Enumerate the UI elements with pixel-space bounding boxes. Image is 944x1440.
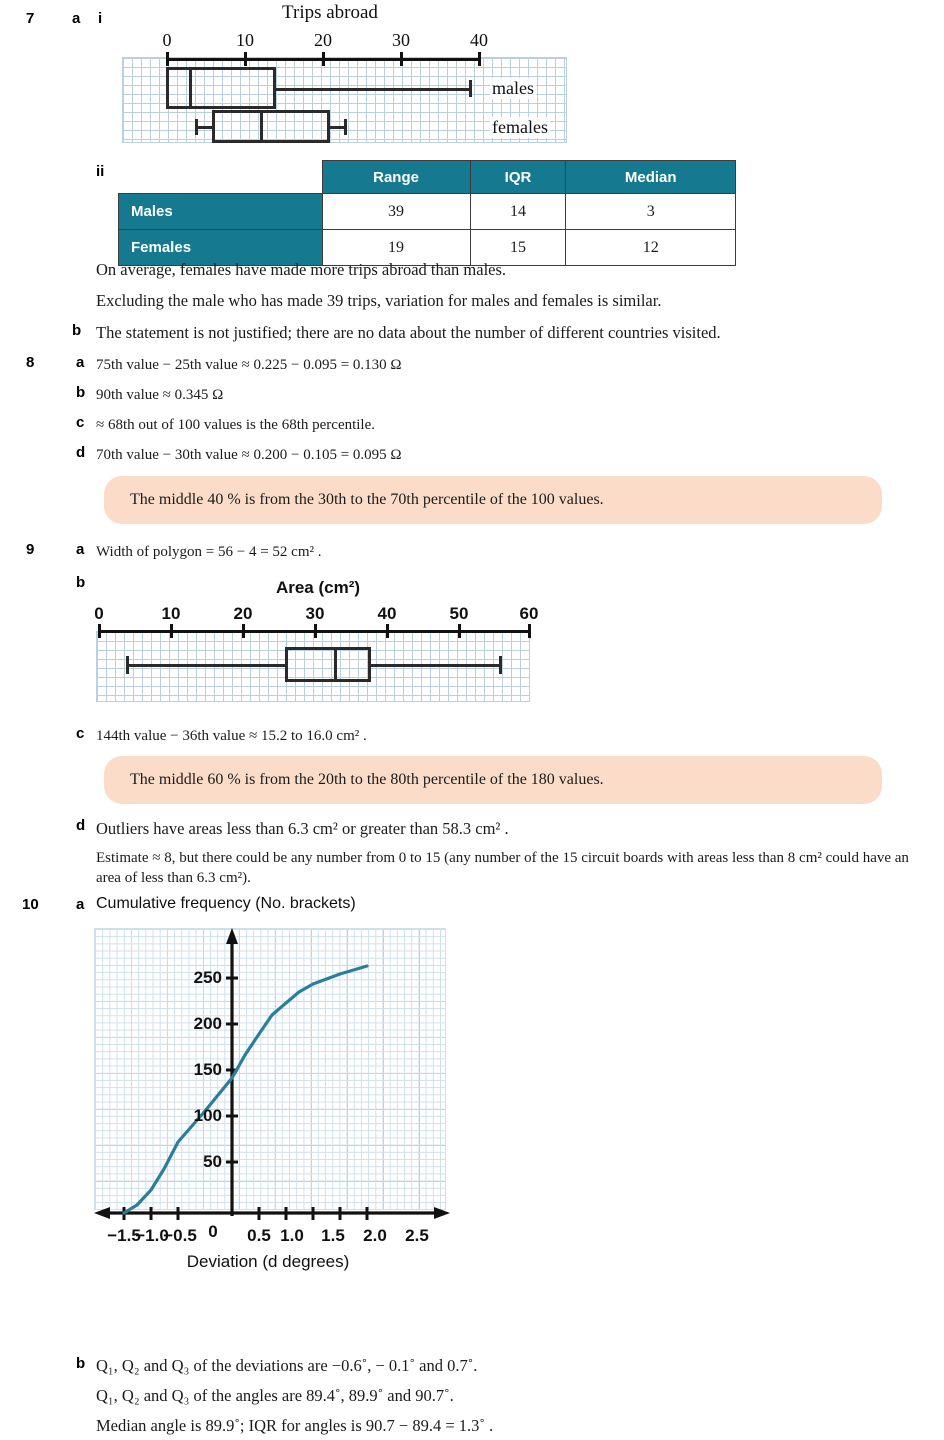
q8-part-d-text: 70th value − 30th value ≈ 0.200 − 0.105 = 0.095 Ω — [96, 447, 402, 463]
boxplot2-ticklabel-10: 10 — [161, 604, 181, 623]
q9-callout-box — [104, 756, 882, 804]
q8-part-d-label-wrap — [76, 444, 85, 461]
boxplot1-ticklabel-30: 30 — [392, 30, 410, 50]
q9-part-c-text: 144th value − 36th value ≈ 15.2 to 16.0 cm² . — [96, 728, 367, 744]
q8-part-d-answer — [96, 445, 402, 465]
table-header-row — [119, 161, 736, 194]
q7-part-a-label: a — [72, 10, 81, 27]
cf-curve — [124, 966, 367, 1213]
question-number-8 — [26, 354, 34, 371]
boxplot2-ticklabel-30: 30 — [305, 604, 325, 623]
boxplot2-tick-10 — [170, 624, 173, 638]
table-cell-females-range: 19 — [322, 230, 470, 266]
cf-xlabel-neg0-5: −0.5 — [163, 1226, 197, 1245]
q8-part-c-label: c — [76, 414, 85, 431]
boxplot2-tick-60 — [528, 624, 531, 638]
q10-part-b-line-3 — [96, 1415, 916, 1437]
table-col-median: Median — [566, 161, 736, 194]
boxplot1-ticklabel-40: 40 — [470, 30, 488, 50]
boxplot1-males-median — [189, 67, 192, 109]
q7-part-b-label-wrap — [72, 322, 81, 339]
q10-part-b-text-2: Q₁, Q₂ and Q₃ of the angles are 89.4˚, 89.9˚ and 90.7˚. — [96, 1386, 454, 1405]
boxplot2-ticklabel-20: 20 — [233, 604, 253, 623]
q7-part-ii — [96, 163, 104, 180]
boxplot2-ticklabel-0: 0 — [94, 604, 104, 623]
q8-part-a-label: a — [76, 354, 85, 371]
boxplot1-tick-30 — [400, 52, 403, 66]
boxplot2-ticklabel-40: 40 — [377, 604, 397, 623]
q8-part-b-label-wrap — [76, 384, 85, 401]
q7-comment-1-text: On average, females have made more trips abroad than males. — [96, 260, 507, 279]
cf-x-axis — [94, 1207, 450, 1219]
q8-part-b-text: 90th value ≈ 0.345 Ω — [96, 387, 224, 403]
cf-ylabel-250: 250 — [193, 968, 222, 987]
boxplot1-females-box — [212, 110, 330, 143]
q7-part-b-text: The statement is not justified; there are no data about the number of different countries visited. — [96, 323, 721, 342]
q8-callout-text: The middle 40 % is from the 30th to the 70th percentile of the 100 values. — [130, 491, 604, 509]
q10-part-a-label-wrap — [76, 896, 84, 913]
cf-xlabel-neg1-5: −1.5 — [107, 1226, 141, 1245]
q9-part-a-text: Width of polygon = 56 − 4 = 52 cm² . — [96, 544, 322, 560]
q9-part-d-text-2: Estimate ≈ 8, but there could be any number from 0 to 15 (any number of the 15 circuit boards with areas less than 8 cm² could have an area of less than 6.3 cm²). — [96, 850, 909, 887]
q7-number: 7 — [26, 10, 35, 27]
q9-part-d-label-wrap — [76, 817, 85, 834]
boxplot2-tick-30 — [314, 624, 317, 638]
q10-part-b-line-2 — [96, 1385, 916, 1407]
q7-part-ii-label: ii — [96, 163, 105, 180]
boxplot2-ticklabel-50: 50 — [449, 604, 469, 623]
table-row — [119, 194, 736, 230]
boxplot1-males-box — [166, 67, 276, 109]
q9-part-c-label-wrap — [76, 725, 84, 742]
q9-part-b-label: b — [76, 574, 86, 591]
cf-ylabel-100: 100 — [193, 1106, 222, 1125]
boxplot2-tick-50 — [458, 624, 461, 638]
cf-xlabel-0: 0 — [208, 1222, 218, 1241]
boxplot2-ticklabel-60: 60 — [519, 604, 539, 623]
boxplot2-whisker-upper — [370, 664, 501, 667]
cf-xlabel-neg1-0: −1.0 — [135, 1226, 169, 1245]
table-cell-females-iqr: 15 — [470, 230, 566, 266]
cf-plot-svg — [0, 918, 480, 1338]
q8-part-c-answer — [96, 415, 375, 435]
q8-number: 8 — [26, 354, 35, 371]
boxplot2-tick-40 — [386, 624, 389, 638]
cf-ylabel-150: 150 — [193, 1060, 222, 1079]
boxplot1-ticklabel-0: 0 — [162, 30, 172, 50]
q10-part-b-text-1: Q₁, Q₂ and Q₃ of the deviations are −0.6˚, − 0.1˚ and 0.7˚. — [96, 1356, 478, 1375]
chart-title-trips-abroad: Trips abroad — [282, 2, 378, 23]
q7-comment-2-text: Excluding the male who has made 39 trips, variation for males and females is similar. — [96, 291, 662, 310]
boxplot1-tick-10 — [244, 52, 247, 66]
question-number-10 — [22, 896, 39, 913]
table-cell-males-iqr: 14 — [470, 194, 566, 230]
boxplot1-label-males: males — [492, 78, 534, 98]
q9-part-a-label-wrap — [76, 541, 84, 558]
q10-part-b-label-wrap — [76, 1355, 85, 1372]
cf-xlabel-2-0: 2.0 — [363, 1226, 387, 1245]
q9-part-a-label: a — [76, 541, 85, 558]
chart-title-area: Area (cm²) — [275, 578, 361, 597]
q9-part-d-text-1: Outliers have areas less than 6.3 cm² or greater than 58.3 cm² . — [96, 819, 509, 838]
q8-callout-box — [104, 476, 882, 524]
q7-summary-table — [118, 160, 736, 266]
cf-xlabel-1-0: 1.0 — [280, 1226, 304, 1245]
q8-part-a-label-wrap — [76, 354, 84, 371]
q9-part-d-answer-2 — [96, 848, 936, 889]
cf-xlabel-2-5: 2.5 — [405, 1226, 429, 1245]
boxplot1-females-median — [260, 110, 263, 143]
table-cell-males-range: 39 — [322, 194, 470, 230]
boxplot2-cap-min — [126, 656, 129, 674]
boxplot1-tick-20 — [322, 52, 325, 66]
cf-x-axis-title: Deviation (d degrees) — [186, 1252, 350, 1271]
boxplot2-box — [285, 647, 371, 682]
q9-part-c-answer — [96, 726, 367, 746]
boxplot1-males-whisker-upper — [275, 88, 471, 91]
q10-part-b-label: b — [76, 1355, 86, 1372]
q7-part-b-answer — [96, 322, 926, 344]
boxplot1-tick-40 — [478, 52, 481, 66]
q8-part-c-label-wrap — [76, 414, 84, 431]
q8-part-a-answer — [96, 355, 402, 375]
q8-part-d-label: d — [76, 444, 86, 461]
boxplot1-females-cap-min — [195, 119, 198, 135]
cf-xlabel-0-5: 0.5 — [247, 1226, 271, 1245]
q8-part-c-text: ≈ 68th out of 100 values is the 68th percentile. — [96, 417, 376, 433]
q10-number: 10 — [22, 896, 39, 913]
boxplot2-median — [334, 647, 337, 682]
boxplot2-whisker-lower — [127, 664, 286, 667]
q9-number: 9 — [26, 541, 35, 558]
cf-ylabel-200: 200 — [193, 1014, 222, 1033]
table-cell-males-median: 3 — [566, 194, 736, 230]
boxplot1-tick-0 — [166, 52, 169, 66]
cf-xlabel-1-5: 1.5 — [321, 1226, 345, 1245]
q7-part-b-label: b — [72, 322, 82, 339]
table-col-range: Range — [322, 161, 470, 194]
chart-area-boxplot — [0, 560, 600, 710]
boxplot1-females-cap-max — [344, 119, 347, 135]
q9-part-c-label: c — [76, 725, 85, 742]
q10-part-b-line-1 — [96, 1355, 916, 1377]
boxplot2-tick-0 — [98, 624, 101, 638]
chart-trips-abroad-boxplot — [0, 0, 600, 150]
q8-part-b-label: b — [76, 384, 86, 401]
cf-ylabel-50: 50 — [203, 1152, 222, 1171]
table-col-iqr: IQR — [470, 161, 566, 194]
boxplot2-tick-20 — [242, 624, 245, 638]
boxplot1-males-cap-max — [469, 80, 472, 97]
q10-part-a-label: a — [76, 896, 85, 913]
table-row-label-males: Males — [119, 194, 323, 230]
q8-part-a-text: 75th value − 25th value ≈ 0.225 − 0.095 = 0.130 Ω — [96, 357, 402, 373]
boxplot1-label-females: females — [492, 117, 548, 137]
table-cell-females-median: 12 — [566, 230, 736, 266]
q9-part-d-label: d — [76, 817, 86, 834]
q9-callout-text: The middle 60 % is from the 20th to the 80th percentile of the 180 values. — [130, 771, 604, 789]
boxplot1-ticklabel-20: 20 — [314, 30, 332, 50]
q7-comment-2 — [96, 290, 916, 312]
chart-cumulative-frequency — [0, 918, 480, 1338]
q10-part-b-text-3: Median angle is 89.9˚; IQR for angles is 90.7 − 89.4 = 1.3˚ . — [96, 1416, 494, 1435]
table-row-label-females: Females — [119, 230, 323, 266]
boxplot1-ticklabel-10: 10 — [236, 30, 254, 50]
q7-comment-1 — [96, 259, 916, 281]
q10-chart-caption: Cumulative frequency (No. brackets) — [96, 895, 356, 912]
question-number-9 — [26, 541, 34, 558]
table-corner-cell — [119, 161, 323, 194]
boxplot2-cap-max — [499, 656, 502, 674]
q8-part-b-answer — [96, 385, 223, 405]
q9-part-d-answer-1 — [96, 818, 916, 840]
q7-part-i-label: i — [98, 10, 103, 27]
